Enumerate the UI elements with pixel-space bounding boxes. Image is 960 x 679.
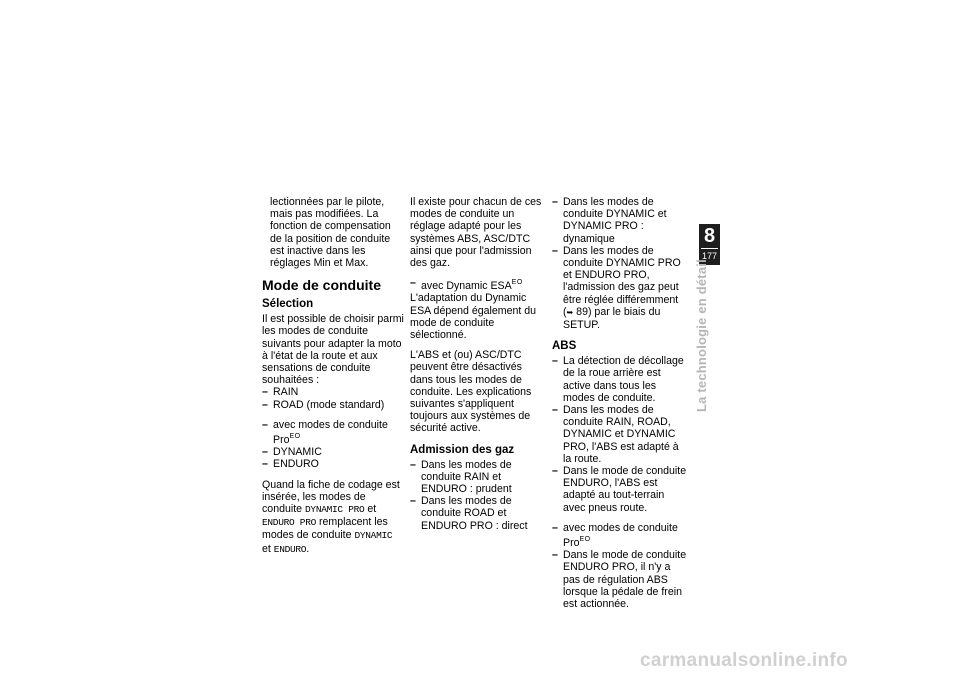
subsection-heading: Sélection (262, 298, 314, 311)
list-item: – Dans les modes de conduite DYNAMIC et DYNAMIC PRO : dynamique (552, 196, 688, 245)
code-text: DYNAMIC PRO (305, 504, 365, 516)
intro-paragraph: lectionnées par le pilote, mais pas modifiées. La fonction de compensation de la position de conduite est inactive dans les réglages Min et Max. (270, 196, 391, 270)
paragraph: Il est possible de choisir parmi les modes de conduite suivants pour adapter la moto à l'état de la route et aux sensations de conduite souhaitées : (262, 313, 404, 387)
code-text: ENDURO PRO (262, 517, 317, 529)
list-item: – Dans les modes de conduite RAIN, ROAD, DYNAMIC et DYNAMIC PRO, l'ABS est adapté à la route. (552, 404, 688, 465)
chapter-number: 8 (703, 225, 716, 247)
paragraph: L'adaptation du Dynamic ESA dépend également du mode de conduite sélectionné. (410, 292, 537, 342)
column-2 (410, 196, 544, 540)
paragraph: Il existe pour chacun de ces modes de conduite un réglage adapté pour les systèmes ABS, ASC/DTC ainsi que pour l'admission des gaz. (410, 196, 542, 270)
eo-badge: EO (579, 536, 591, 544)
list-item: – Dans le mode de conduite ENDURO, l'ABS est adapté au tout-terrain avec pneus route. (552, 465, 688, 514)
eo-badge: EO (511, 279, 523, 287)
list-item: – Dans les modes de conduite RAIN et ENDURO : prudent (410, 459, 544, 496)
list-item: – Dans les modes de conduite DYNAMIC PRO et ENDURO PRO, l'admission des gaz peut être réglée différemment (➥ 89) par le biais du SETUP. (552, 245, 688, 331)
subsection-heading: ABS (552, 340, 577, 353)
pro-mode-list (262, 446, 404, 470)
column-1 (262, 196, 404, 564)
eo-badge: EO (289, 433, 301, 441)
mode-list (262, 386, 404, 410)
column-3 (552, 196, 688, 618)
list-item: – Dans le mode de conduite ENDURO PRO, il n'y a pas de régulation ABS lorsque la pédale de frein est actionnée. (552, 549, 688, 610)
throttle-list-continued (552, 196, 688, 331)
code-text: ENDURO (273, 543, 307, 555)
list-item: – La détection de décollage de la roue arrière est active dans tous les modes de conduite. (552, 355, 688, 404)
option-note: – avec modes de conduite Pro$^{EO}$ (262, 419, 404, 446)
list-item: – RAIN (262, 386, 404, 398)
list-item: – Dans les modes de conduite ROAD et ENDURO PRO : direct (410, 495, 544, 532)
watermark-text: carmanualsonline.info (640, 650, 848, 671)
abs-list (552, 355, 688, 514)
chapter-side-title: La technologie en détail (694, 259, 709, 412)
section-heading: Mode de conduite (262, 277, 381, 294)
option-note: – avec Dynamic $ESA^{EO}$ (410, 277, 544, 292)
list-item: – ENDURO (262, 458, 404, 470)
code-text: DYNAMIC (354, 530, 393, 542)
page-number: 177 (701, 248, 718, 263)
list-item: – ROAD (mode standard) (262, 399, 404, 411)
throttle-list (410, 459, 544, 532)
list-item: – DYNAMIC (262, 446, 404, 458)
page-reference-arrow-icon: ➥ (566, 307, 574, 317)
coding-plug-paragraph: Quand la fiche de codage est insérée, les modes de conduite DYNAMIC PRO et ENDURO PRO remplacent les modes de conduite DYNAMIC et ENDURO. (262, 478, 400, 555)
paragraph: L'ABS et (ou) ASC/DTC peuvent être désactivés dans tous les modes de conduite. Les explications suivantes s'appliquent toujours aux systèmes de sécurité active. (410, 349, 532, 435)
abs-pro-list (552, 549, 688, 610)
subsection-heading: Admission des gaz (410, 443, 515, 456)
option-note: – avec modes de conduite Pro$^{EO}$ (552, 522, 688, 549)
